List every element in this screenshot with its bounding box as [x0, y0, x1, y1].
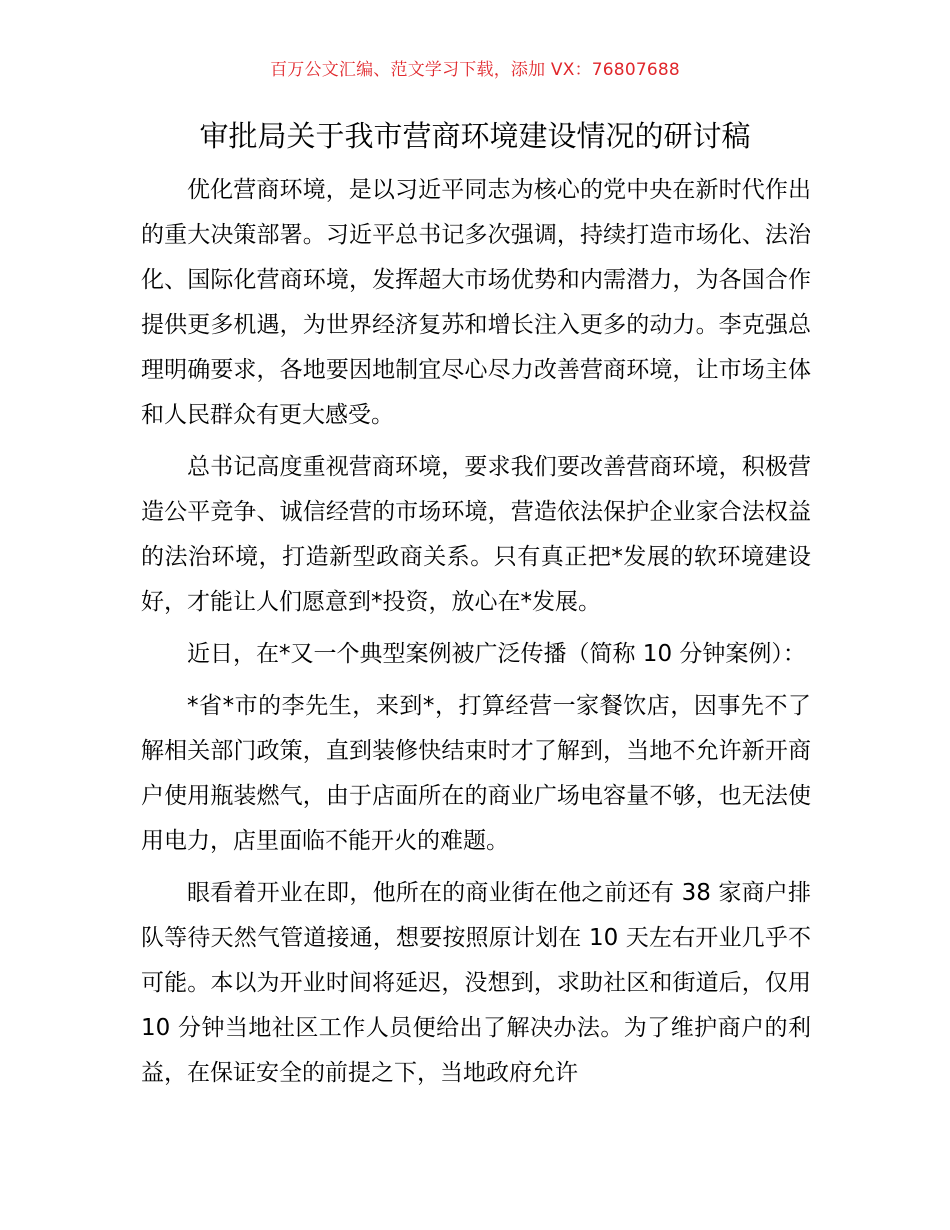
- document-title: 审批局关于我市营商环境建设情况的研讨稿: [199, 119, 751, 153]
- paragraph: 总书记高度重视营商环境，要求我们要改善营商环境，积极营造公平竞争、诚信经营的市场环境，营造依法保护企业家合法权益的法治环境，打造新型政商关系。只有真正把*发展的软环境建设好，才能让人们愿意到*投资，放心在*发展。: [141, 454, 811, 615]
- paragraph: 近日，在*又一个典型案例被广泛传播（简称 10 分钟案例）：: [187, 641, 806, 667]
- paragraph: 眼看着开业在即，他所在的商业街在他之前还有 38 家商户排队等待天然气管道接通，想要按照原计划在 10 天左右开业几乎不可能。本以为开业时间将延迟，没想到，求助社区和街道后，仅用 10 分钟当地社区工作人员便给出了解决办法。为了维护商户的利益，在保证安全的前提之下，当地政府允许: [141, 880, 811, 1086]
- paragraph: 优化营商环境，是以习近平同志为核心的党中央在新时代作出的重大决策部署。习近平总书记多次强调，持续打造市场化、法治化、国际化营商环境，发挥超大市场优势和内需潜力，为各国合作提供更多机遇，为世界经济复苏和增长注入更多的动力。李克强总理明确要求，各地要因地制宜尽心尽力改善营商环境，让市场主体和人民群众有更大感受。: [141, 177, 811, 428]
- document-body: [141, 168, 811, 1103]
- watermark-header: 百万公文汇编、范文学习下载，添加 VX：76807688: [270, 60, 680, 80]
- paragraph: *省*市的李先生，来到*，打算经营一家餐饮店，因事先不了解相关部门政策，直到装修快结束时才了解到，当地不允许新开商户使用瓶装燃气，由于店面所在的商业广场电容量不够，也无法使用电力，店里面临不能开火的难题。: [141, 693, 811, 854]
